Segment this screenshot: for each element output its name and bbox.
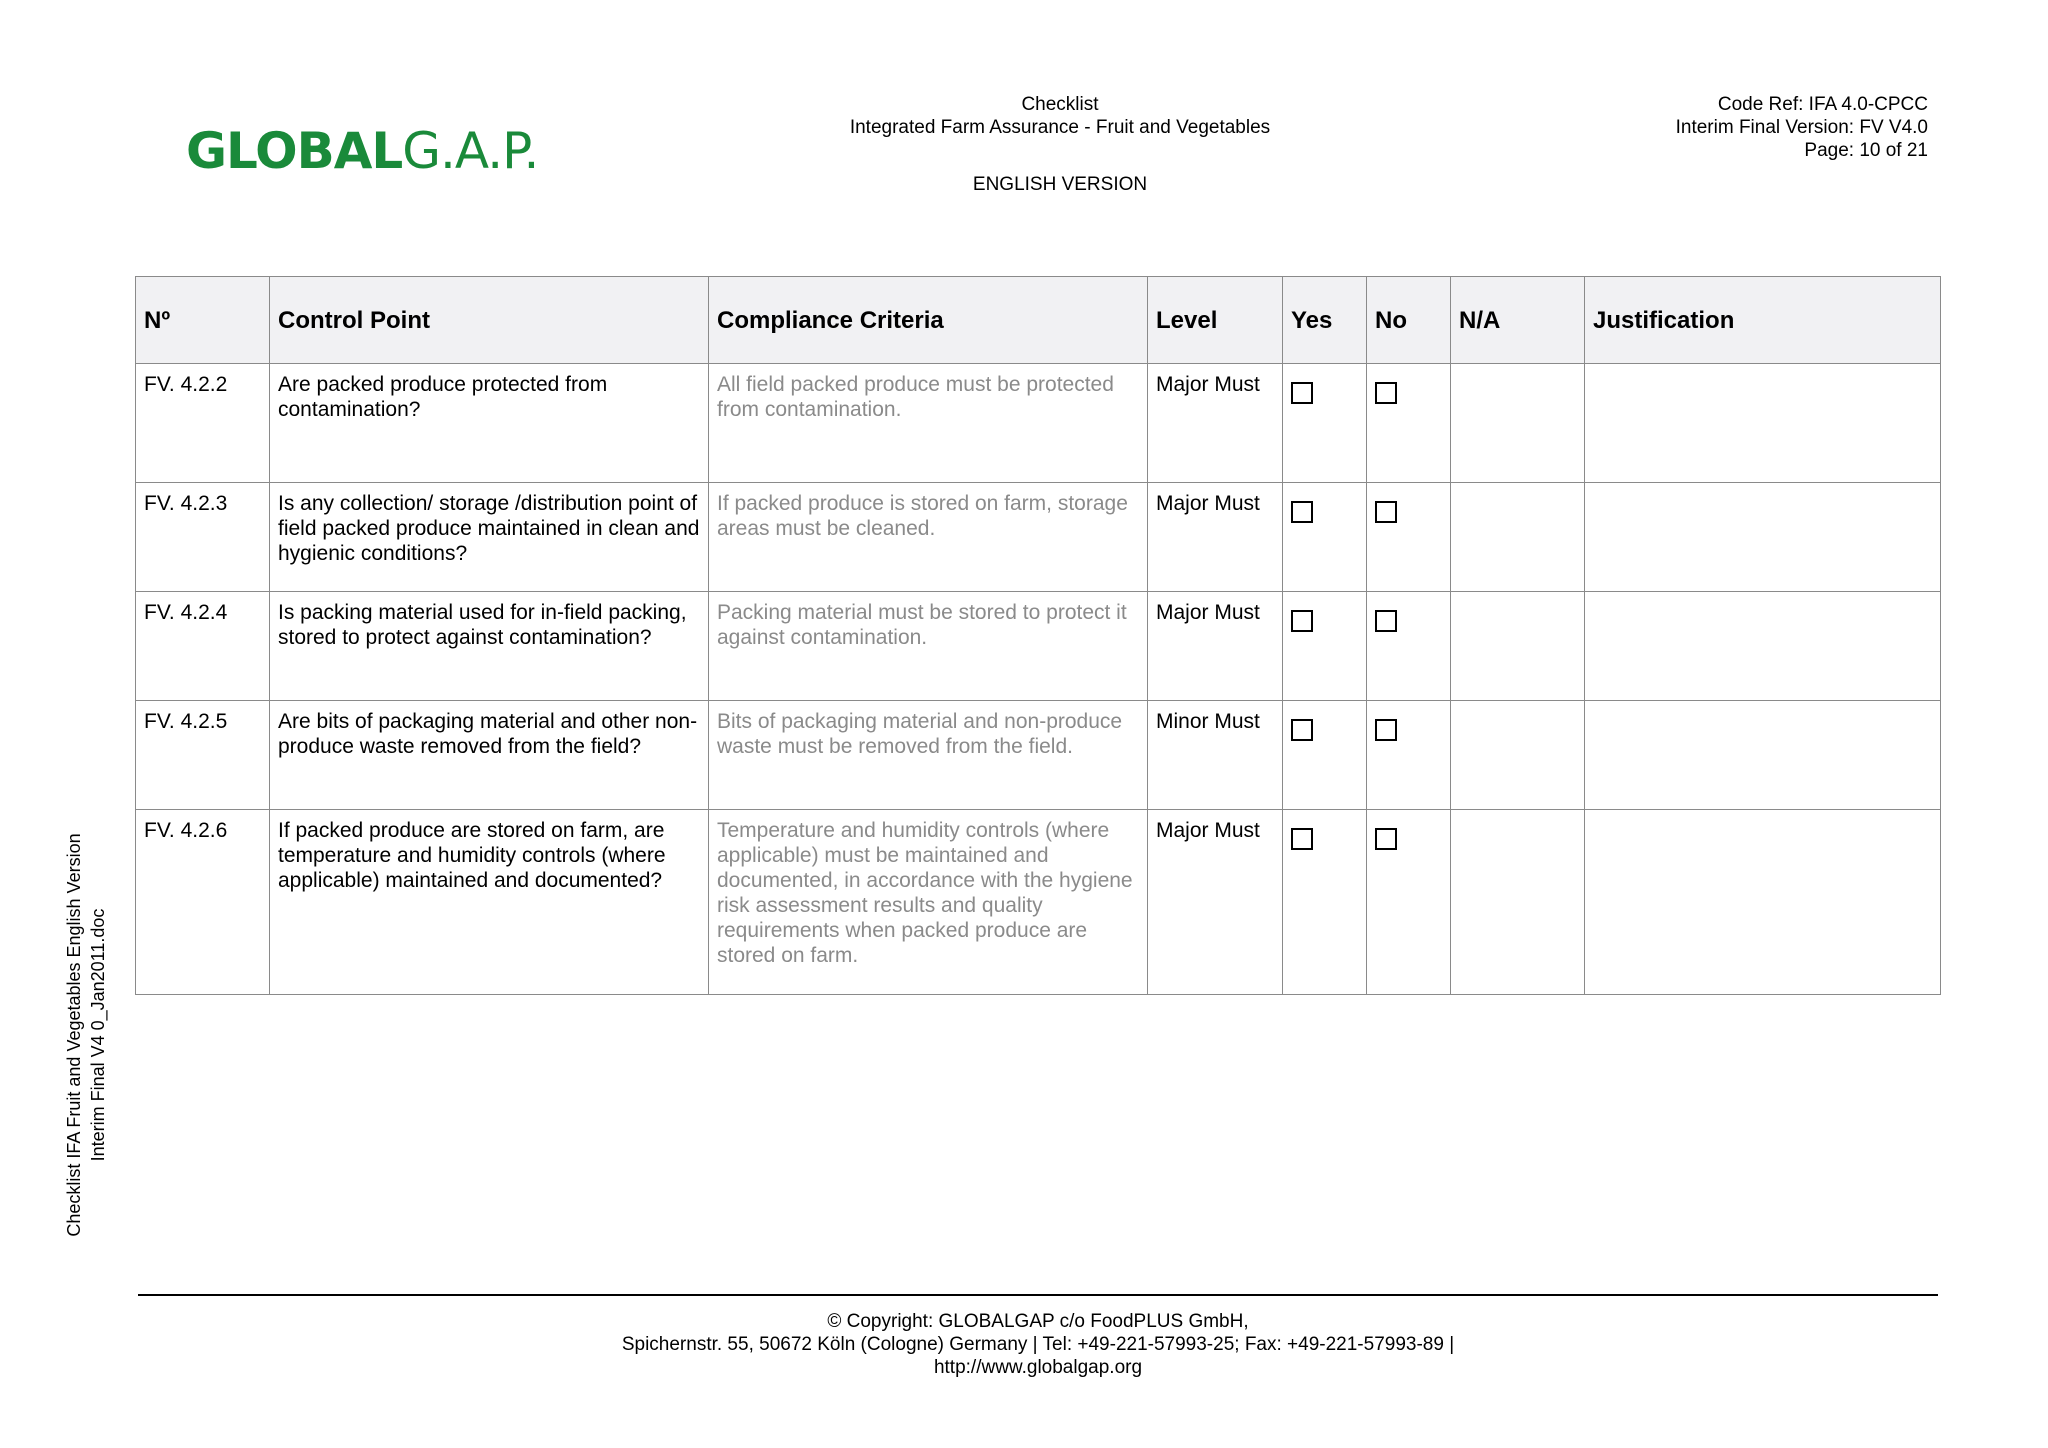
logo-bold-text: GLOBAL xyxy=(186,122,403,180)
header-no: No xyxy=(1367,277,1451,364)
row-number: FV. 4.2.5 xyxy=(136,701,270,810)
justification-cell[interactable] xyxy=(1585,810,1941,995)
row-control-point: Is packing material used for in-field packing, stored to protect against contamination? xyxy=(270,592,709,701)
row-control-point: If packed produce are stored on farm, are temperature and humidity controls (where applicable) maintained and documented? xyxy=(270,810,709,995)
row-criteria: All field packed produce must be protected from contamination. xyxy=(709,364,1148,483)
logo-light-text: G.A.P. xyxy=(402,122,539,180)
row-number: FV. 4.2.6 xyxy=(136,810,270,995)
side-text-line2: Interim Final V4 0_Jan2011.doc xyxy=(88,908,108,1162)
table-row xyxy=(136,592,1941,701)
no-checkbox[interactable] xyxy=(1375,382,1397,404)
no-checkbox[interactable] xyxy=(1375,719,1397,741)
no-cell xyxy=(1367,592,1451,701)
yes-cell xyxy=(1283,364,1367,483)
footer-copyright: © Copyright: GLOBALGAP c/o FoodPLUS GmbH, xyxy=(827,1311,1249,1332)
row-level: Major Must xyxy=(1148,364,1283,483)
header-right xyxy=(1676,93,1928,162)
footer xyxy=(138,1310,1938,1379)
row-number: FV. 4.2.3 xyxy=(136,483,270,592)
header-justification: Justification xyxy=(1585,277,1941,364)
row-level: Minor Must xyxy=(1148,701,1283,810)
header-subtitle: Integrated Farm Assurance - Fruit and Vegetables xyxy=(849,117,1271,138)
footer-divider xyxy=(138,1294,1938,1296)
table-row xyxy=(136,364,1941,483)
justification-cell[interactable] xyxy=(1585,592,1941,701)
row-control-point: Is any collection/ storage /distribution point of field packed produce maintained in clean and hygienic conditions? xyxy=(270,483,709,592)
no-checkbox[interactable] xyxy=(1375,828,1397,850)
justification-cell[interactable] xyxy=(1585,364,1941,483)
header-title: Checklist xyxy=(1021,94,1099,115)
code-ref: Code Ref: IFA 4.0-CPCC xyxy=(1717,94,1928,115)
row-level: Major Must xyxy=(1148,483,1283,592)
row-number: FV. 4.2.4 xyxy=(136,592,270,701)
yes-cell xyxy=(1283,701,1367,810)
table-row xyxy=(136,483,1941,592)
table-row xyxy=(136,810,1941,995)
yes-checkbox[interactable] xyxy=(1291,382,1313,404)
side-document-label xyxy=(62,805,110,1265)
header-yes: Yes xyxy=(1283,277,1367,364)
footer-website-link[interactable]: http://www.globalgap.org xyxy=(933,1357,1143,1378)
page-number: Page: 10 of 21 xyxy=(1804,140,1928,161)
row-level: Major Must xyxy=(1148,592,1283,701)
globalgap-logo xyxy=(186,122,538,180)
no-checkbox[interactable] xyxy=(1375,610,1397,632)
na-cell[interactable] xyxy=(1451,701,1585,810)
justification-cell[interactable] xyxy=(1585,701,1941,810)
header-compliance-criteria: Compliance Criteria xyxy=(709,277,1148,364)
no-cell xyxy=(1367,701,1451,810)
row-criteria: If packed produce is stored on farm, storage areas must be cleaned. xyxy=(709,483,1148,592)
row-criteria: Bits of packaging material and non-produce waste must be removed from the field. xyxy=(709,701,1148,810)
no-cell xyxy=(1367,364,1451,483)
header-version: ENGLISH VERSION xyxy=(972,174,1148,195)
yes-checkbox[interactable] xyxy=(1291,828,1313,850)
side-text-line1: Checklist IFA Fruit and Vegetables English Version xyxy=(64,833,84,1237)
interim-version: Interim Final Version: FV V4.0 xyxy=(1675,117,1928,138)
na-cell[interactable] xyxy=(1451,364,1585,483)
no-checkbox[interactable] xyxy=(1375,501,1397,523)
table-row xyxy=(136,701,1941,810)
justification-cell[interactable] xyxy=(1585,483,1941,592)
header-number: Nº xyxy=(136,277,270,364)
row-control-point: Are packed produce protected from contamination? xyxy=(270,364,709,483)
row-criteria: Packing material must be stored to protect it against contamination. xyxy=(709,592,1148,701)
yes-cell xyxy=(1283,483,1367,592)
yes-checkbox[interactable] xyxy=(1291,501,1313,523)
yes-checkbox[interactable] xyxy=(1291,719,1313,741)
header-center xyxy=(760,93,1360,196)
na-cell[interactable] xyxy=(1451,483,1585,592)
na-cell[interactable] xyxy=(1451,592,1585,701)
yes-cell xyxy=(1283,592,1367,701)
header-na: N/A xyxy=(1451,277,1585,364)
table-header-row xyxy=(136,277,1941,364)
row-number: FV. 4.2.2 xyxy=(136,364,270,483)
row-control-point: Are bits of packaging material and other non-produce waste removed from the field? xyxy=(270,701,709,810)
footer-address: Spichernstr. 55, 50672 Köln (Cologne) Germany | Tel: +49-221-57993-25; Fax: +49-221-57993-89 | xyxy=(621,1334,1455,1355)
checklist-table xyxy=(135,276,1941,995)
no-cell xyxy=(1367,810,1451,995)
header-control-point: Control Point xyxy=(270,277,709,364)
row-level: Major Must xyxy=(1148,810,1283,995)
row-criteria: Temperature and humidity controls (where applicable) must be maintained and documented, in accordance with the hygiene risk assessment results and quality requirements when packed produce are stored on farm. xyxy=(709,810,1148,995)
header-level: Level xyxy=(1148,277,1283,364)
no-cell xyxy=(1367,483,1451,592)
yes-cell xyxy=(1283,810,1367,995)
na-cell[interactable] xyxy=(1451,810,1585,995)
yes-checkbox[interactable] xyxy=(1291,610,1313,632)
